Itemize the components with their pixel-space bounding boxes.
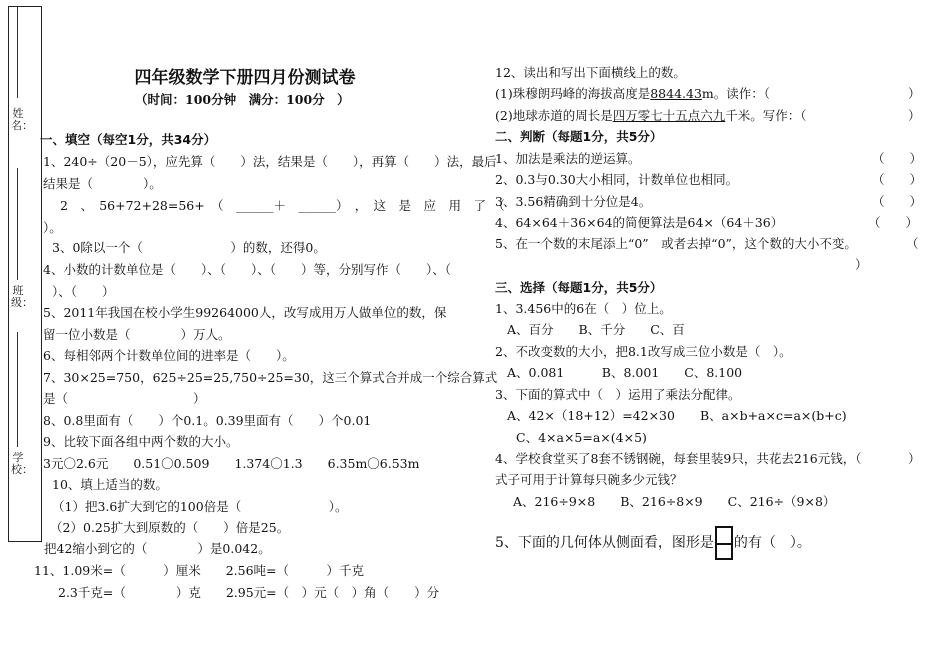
- q12-heading: 12、读出和写出下面横线上的数。: [495, 65, 686, 80]
- question-line: 是（ ）: [43, 391, 206, 406]
- q12-part2-close: ）: [908, 108, 921, 123]
- question-line: 结果是（ ）。: [43, 176, 162, 191]
- judge-item: 2、0.3与0.30大小相同，计数单位也相同。: [495, 172, 739, 187]
- class-line: [17, 168, 18, 280]
- choice-line: 4、学校食堂买了8套不锈钢碗，每套里装9只，共花去216元钱，（: [495, 451, 862, 466]
- question-line: 6、每相邻两个计数单位间的进率是（ ）。: [43, 348, 295, 363]
- judge-item: 3、3.56精确到十分位是4。: [495, 194, 652, 209]
- q12-part2-pre: (2)地球赤道的周长是: [495, 108, 613, 123]
- question-line: （2）0.25扩大到原数的（ ）倍是25。: [50, 520, 290, 535]
- choice-options: A、0.081 B、8.001 C、8.100: [507, 365, 743, 380]
- choice-line: 2、不改变数的大小，把8.1改写成三位小数是（ ）。: [495, 344, 792, 359]
- page-title: 四年级数学下册四月份测试卷: [134, 68, 356, 88]
- name-label: 姓名：: [11, 107, 33, 132]
- question-line: 留一位小数是（ ）万人。: [43, 327, 231, 342]
- question-line: 3元〇2.6元 0.51〇0.509 1.374〇1.3 6.35m〇6.53m: [43, 456, 420, 471]
- section-choice: 三、选择（每题1分，共5分）: [495, 280, 663, 295]
- q12-part1-close: ）: [908, 86, 921, 101]
- question-line: 10、填上适当的数。: [52, 477, 168, 492]
- question-line: 3、0除以一个（ ）的数，还得0。: [52, 240, 326, 255]
- choice-options: A、百分 B、千分 C、百: [507, 322, 685, 337]
- judge-paren: （ ）: [872, 194, 923, 209]
- q12-part2-number: 四万零七十五点六九: [612, 108, 726, 123]
- judge-paren: （ ）: [868, 215, 919, 230]
- question-line: 把42缩小到它的（ ）是0.042。: [44, 541, 271, 556]
- question-line: 11、1.09米=（ ）厘米 2.56吨=（ ）千克: [34, 563, 365, 578]
- q12-part1-number: 8844.43: [650, 86, 702, 101]
- choice-q5: [495, 526, 811, 560]
- class-label: 班级：: [11, 284, 33, 309]
- question-line: 5、2011年我国在校小学生99264000人，改写成用万人做单位的数，保: [43, 305, 447, 320]
- q12-part1: [495, 86, 770, 101]
- judge-paren: （: [906, 236, 919, 251]
- question-line: 9、比较下面各组中两个数的大小。: [43, 434, 239, 449]
- school-label: 学校：: [11, 451, 33, 476]
- judge-item: 1、加法是乘法的逆运算。: [495, 151, 641, 166]
- judge-paren: （ ）: [872, 151, 923, 166]
- judge-paren: （ ）: [872, 172, 923, 187]
- choice-paren-close: ）: [908, 451, 921, 466]
- question-line: ）、（ ）: [52, 284, 115, 299]
- question-line: ）。: [43, 220, 62, 235]
- question-line: 8、0.8里面有（ ）个0.1。0.39里面有（ ）个0.01: [43, 413, 372, 428]
- q12-part2-post: 千米。写作：（: [725, 108, 807, 123]
- section-fill-blank: 一、填空（每空1分，共34分）: [40, 132, 217, 147]
- choice-q5-pre: 5、下面的几何体从侧面看，图形是: [495, 535, 714, 551]
- judge-item: 4、64×64＋36×64的简便算法是64×（64＋36）: [495, 215, 784, 230]
- question-line: 2.3千克=（ ）克 2.95元=（ ）元（ ）角（ ）分: [58, 585, 440, 600]
- question-line: 7、30×25=750，625÷25=25,750÷25=30，这三个算式合并成一个综合算式: [43, 370, 498, 385]
- question-line: 4、小数的计数单位是（ ）、（ ）、（ ）等，分别写作（ ）、（: [43, 262, 451, 277]
- school-line: [17, 332, 18, 447]
- question-line: （1）把3.6扩大到它的100倍是（ ）。: [52, 499, 348, 514]
- choice-line: 3、下面的算式中（ ）运用了乘法分配律。: [495, 387, 741, 402]
- q12-part2: [495, 108, 807, 123]
- choice-options: C、4×a×5=a×(4×5): [516, 430, 647, 445]
- section-true-false: 二、判断（每题1分，共5分）: [495, 129, 663, 144]
- choice-options: A、216÷9×8 B、216÷8×9 C、216÷（9×8）: [513, 494, 836, 509]
- choice-line: 1、3.456中的6在（ ）位上。: [495, 301, 672, 316]
- q12-part1-post: m。读作：（: [701, 86, 771, 101]
- choice-options: A、42×（18+12）=42×30 B、a×b+a×c=a×(b+c): [507, 408, 847, 423]
- question-line: 1、240÷（20－5），应先算（ ）法，结果是（ ），再算（ ）法，最后: [43, 154, 497, 169]
- q12-part1-pre: (1)珠穆朗玛峰的海拔高度是: [495, 86, 651, 101]
- side-view-shape-icon: [715, 526, 733, 560]
- choice-q5-post: 的有（ ）。: [733, 535, 811, 551]
- judge-paren-close: ）: [855, 257, 868, 272]
- judge-item: 5、在一个数的末尾添上“0” 或者去掉“0”，这个数的大小不变。: [495, 236, 857, 251]
- choice-line: 式子可用于计算每只碗多少元钱？: [495, 472, 683, 487]
- page-subtitle: （时间：100分钟 满分：100分 ）: [135, 92, 350, 107]
- question-line: 2 、 56+72+28=56+ （ ______＋ ______） ， 这 是 应 用 了 （: [60, 198, 505, 213]
